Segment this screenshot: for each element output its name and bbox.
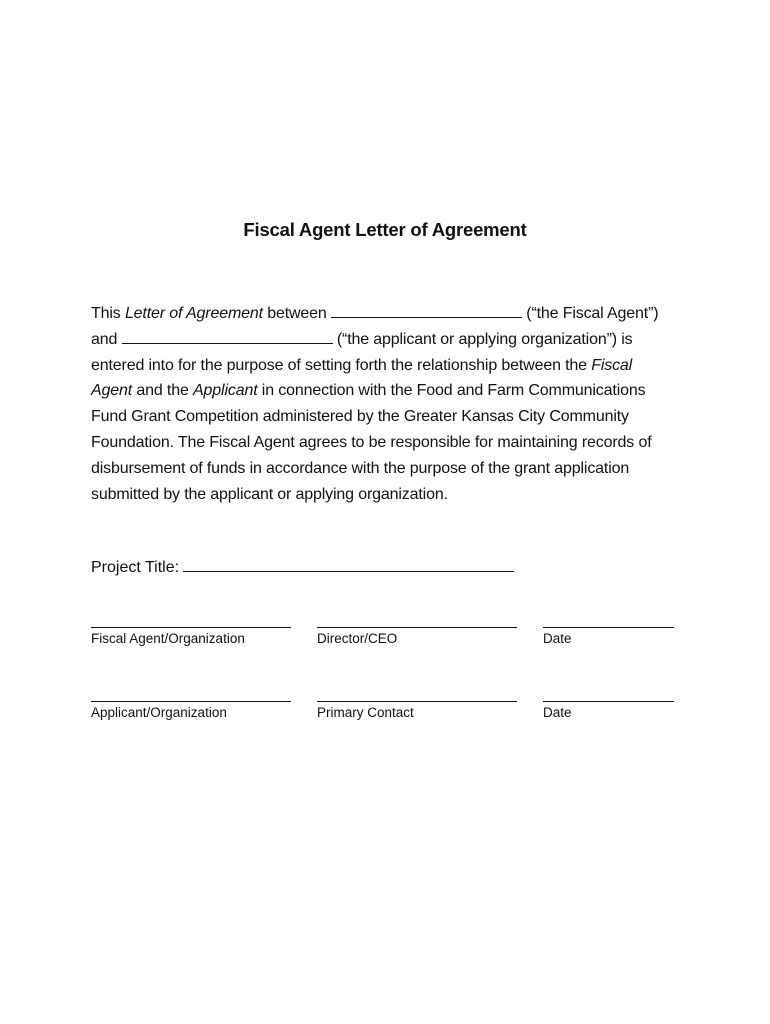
- director-ceo-signature-line[interactable]: [317, 627, 517, 628]
- fiscal-agent-signature-line[interactable]: [91, 627, 291, 628]
- text-run-italic: Letter of Agreement: [124, 305, 263, 322]
- project-title-blank[interactable]: [183, 557, 514, 572]
- document-title: Fiscal Agent Letter of Agreement: [243, 219, 527, 240]
- fiscal-agent-organization-label: Fiscal Agent/Organization: [91, 631, 245, 646]
- paragraph-line-6: Foundation. The Fiscal Agent agrees to be responsible for maintaining records of: [91, 433, 652, 451]
- applicant-organization-label: Applicant/Organization: [91, 705, 227, 720]
- date-label-2: Date: [543, 705, 572, 720]
- paragraph-line-1: [91, 301, 691, 327]
- applicant-name-blank[interactable]: [122, 329, 333, 344]
- text-run: in connection with the Food and Farm Communications: [257, 382, 646, 400]
- fiscal-agent-name-blank[interactable]: [331, 303, 522, 318]
- paragraph-line-2: [91, 327, 691, 353]
- director-ceo-label: Director/CEO: [317, 631, 398, 646]
- text-run: and the: [132, 382, 194, 400]
- agreement-paragraph: [91, 301, 691, 507]
- paragraph-line-7: disbursement of funds in accordance with the purpose of the grant application: [91, 459, 630, 477]
- date-line-2[interactable]: [543, 701, 674, 702]
- text-run: between: [262, 305, 331, 322]
- text-run-italic: Agent: [91, 382, 133, 400]
- primary-contact-signature-line[interactable]: [317, 701, 517, 702]
- primary-contact-label: Primary Contact: [317, 705, 414, 720]
- date-line-1[interactable]: [543, 627, 674, 628]
- text-run-italic: Applicant: [193, 382, 258, 400]
- paragraph-line-4: [91, 378, 691, 404]
- text-run: (“the Fiscal Agent”): [521, 305, 659, 322]
- text-run: This: [91, 305, 125, 322]
- text-run: (“the applicant or applying organization”) is: [332, 330, 633, 348]
- date-label-1: Date: [543, 631, 572, 646]
- applicant-signature-line[interactable]: [91, 701, 291, 702]
- text-run: entered into for the purpose of setting forth the relationship between the: [91, 356, 592, 374]
- text-run-italic: Fiscal: [591, 356, 633, 374]
- text-run: and: [91, 330, 122, 348]
- project-title-field: [91, 557, 514, 577]
- paragraph-line-3: [91, 353, 691, 379]
- paragraph-line-5: Fund Grant Competition administered by the Greater Kansas City Community: [91, 408, 629, 426]
- project-title-label: Project Title:: [91, 559, 180, 576]
- paragraph-line-8: submitted by the applicant or applying organization.: [91, 485, 448, 503]
